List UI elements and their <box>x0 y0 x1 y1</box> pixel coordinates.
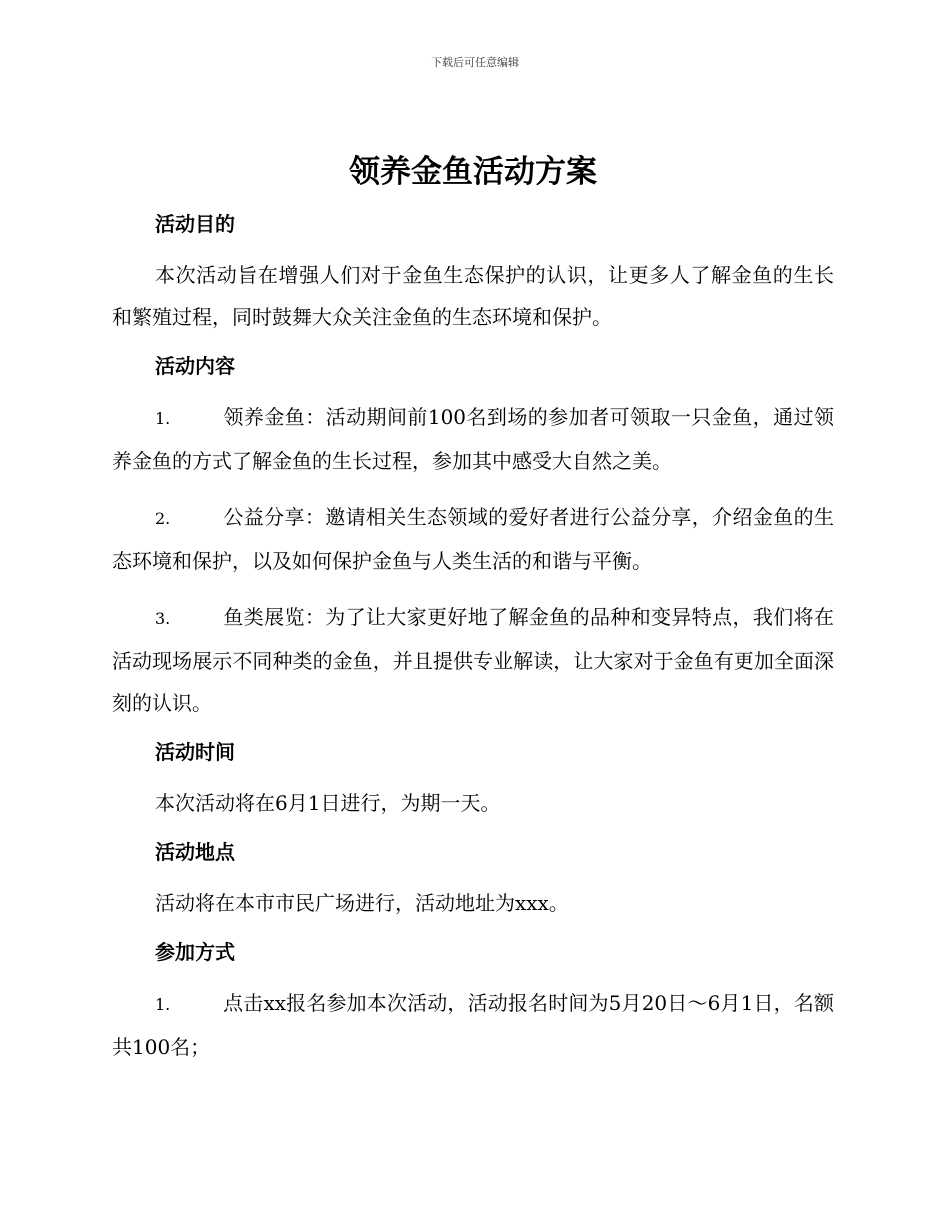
section-heading-purpose: 活动目的 <box>155 212 235 236</box>
section-heading-location: 活动地点 <box>155 840 235 864</box>
list-item-number: 2. <box>155 509 171 528</box>
paragraph-purpose: 本次活动旨在增强人们对于金鱼生态保护的认识，让更多人了解金鱼的生长和繁殖过程，同时鼓舞大众关注金鱼的生态环境和保护。 <box>112 263 834 329</box>
list-item-number: 3. <box>155 609 171 628</box>
list-item-text: 领养金鱼：活动期间前100名到场的参加者可领取一只金鱼，通过领养金鱼的方式了解金鱼的生长过程，参加其中感受大自然之美。 <box>112 405 834 473</box>
list-item-number: 1. <box>155 409 171 428</box>
section-heading-participation: 参加方式 <box>155 940 235 964</box>
list-item-number: 1. <box>155 995 171 1014</box>
list-item-text: 公益分享：邀请相关生态领域的爱好者进行公益分享，介绍金鱼的生态环境和保护，以及如何保护金鱼与人类生活的和谐与平衡。 <box>112 505 834 573</box>
list-item <box>112 496 834 582</box>
list-item <box>112 982 834 1068</box>
paragraph-time: 本次活动将在6月1日进行，为期一天。 <box>155 791 501 815</box>
list-item <box>112 596 834 724</box>
page-header-note: 下载后可任意编辑 <box>431 56 519 69</box>
section-heading-time: 活动时间 <box>155 740 235 764</box>
paragraph-location: 活动将在本市市民广场进行，活动地址为xxx。 <box>155 891 569 915</box>
list-item-text: 点击xx报名参加本次活动，活动报名时间为5月20日～6月1日，名额共100名； <box>112 991 834 1059</box>
document-body <box>112 148 834 1068</box>
list-item-text: 鱼类展览：为了让大家更好地了解金鱼的品种和变异特点，我们将在活动现场展示不同种类的金鱼，并且提供专业解读，让大家对于金鱼有更加全面深刻的认识。 <box>112 605 834 715</box>
list-item <box>112 396 834 482</box>
section-heading-content: 活动内容 <box>155 354 235 378</box>
document-title: 领养金鱼活动方案 <box>349 154 597 190</box>
